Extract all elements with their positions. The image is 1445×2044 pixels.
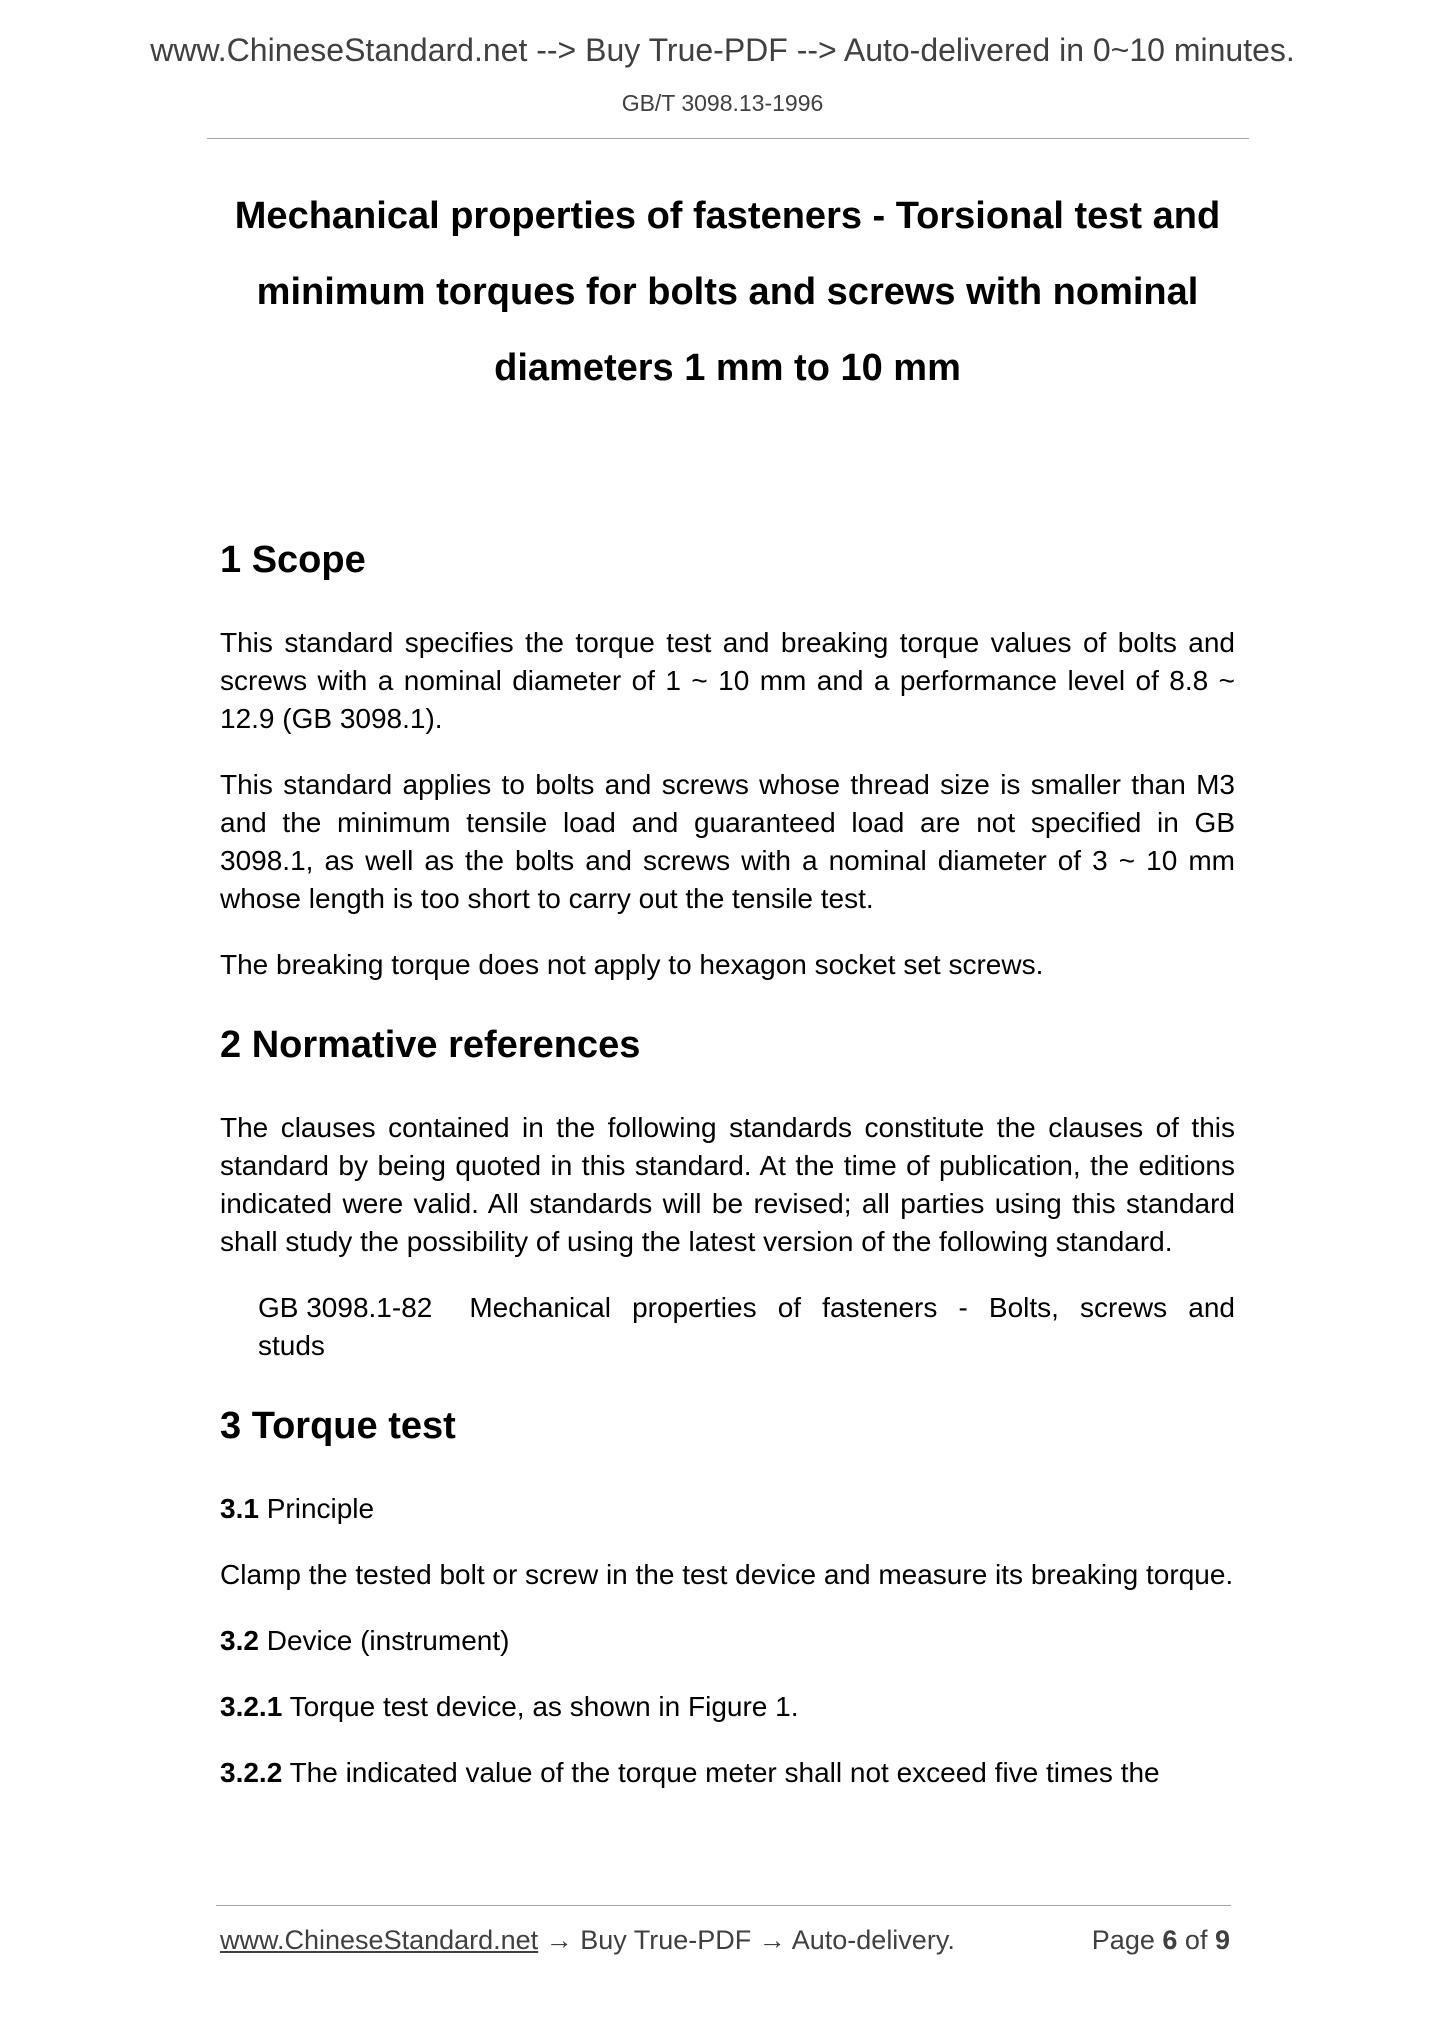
title-line-1: Mechanical properties of fasteners - Torsional test and (234, 195, 1221, 237)
document-title (220, 178, 1235, 406)
clause-3-2-2-number: 3.2.2 (220, 1757, 283, 1788)
footer-divider (216, 1905, 1231, 1906)
page-indicator (1092, 1925, 1230, 1956)
reference-code: GB 3098.1-82 (258, 1292, 433, 1323)
clause-3-2-2-text: The indicated value of the torque meter shall not exceed five times the (289, 1757, 1160, 1788)
clause-3-2-1-text: Torque test device, as shown in Figure 1. (289, 1691, 799, 1722)
reference-title-continued: studs (258, 1330, 325, 1361)
section-1-heading: 1 Scope (220, 539, 366, 581)
clause-3-2-heading (220, 1622, 1235, 1660)
clause-3-1-number: 3.1 (220, 1493, 259, 1524)
clause-3-1-title: Principle (266, 1493, 375, 1524)
section-3-heading: 3 Torque test (220, 1405, 456, 1447)
references-paragraph: The clauses contained in the following standards constitute the clauses of this standard by being quoted in this standard. At the time of publication, the editions indicated were valid. All standards will be revised; all parties using this standard shall study the possibility of using the latest version of the following standard. (220, 1112, 1235, 1257)
scope-paragraph-2: This standard applies to bolts and screws whose thread size is smaller than M3 and the minimum tensile load and guaranteed load are not specified in GB 3098.1, as well as the bolts and screws with a nominal diameter of 3 ~ 10 mm whose length is too short to carry out the tensile test. (220, 769, 1235, 914)
reference-entry (258, 1289, 1235, 1365)
reference-title: Mechanical properties of fasteners - Bolts, screws and (469, 1292, 1235, 1323)
clause-3-1-text: Clamp the tested bolt or screw in the test device and measure its breaking torque. (220, 1559, 1234, 1590)
scope-paragraph-3: The breaking torque does not apply to hexagon socket set screws. (220, 949, 1044, 980)
standard-code: GB/T 3098.13-1996 (621, 90, 824, 116)
footer-site-link[interactable]: www.ChineseStandard.net (220, 1925, 539, 1955)
page-footer (220, 1925, 1230, 1956)
page-label: Page (1091, 1925, 1155, 1955)
scope-paragraph-1: This standard specifies the torque test and breaking torque values of bolts and screws with a nominal diameter of 1 ~ 10 mm and a performance level of 8.8 ~ 12.9 (GB 3098.1). (220, 627, 1235, 734)
footer-tagline: → Buy True-PDF → Auto-delivery. (538, 1925, 955, 1955)
header-divider (207, 138, 1249, 139)
clause-3-2-1-number: 3.2.1 (220, 1691, 283, 1722)
of-label: of (1184, 1925, 1208, 1955)
section-2-heading: 2 Normative references (220, 1024, 641, 1066)
footer-links (220, 1925, 955, 1956)
page-number: 6 (1162, 1925, 1178, 1955)
page-content (220, 178, 1235, 1792)
clause-3-2-title: Device (instrument) (266, 1625, 510, 1656)
page-total: 9 (1214, 1925, 1230, 1955)
site-banner: www.ChineseStandard.net --> Buy True-PDF --> Auto-delivered in 0~10 minutes. (150, 32, 1295, 68)
clause-3-2-number: 3.2 (220, 1625, 259, 1656)
title-line-2: minimum torques for bolts and screws with nominal (256, 271, 1199, 313)
clause-3-2-2 (220, 1754, 1235, 1792)
clause-3-2-1 (220, 1688, 1235, 1726)
clause-3-1-heading (220, 1490, 1235, 1528)
title-line-3: diameters 1 mm to 10 mm (494, 347, 961, 389)
